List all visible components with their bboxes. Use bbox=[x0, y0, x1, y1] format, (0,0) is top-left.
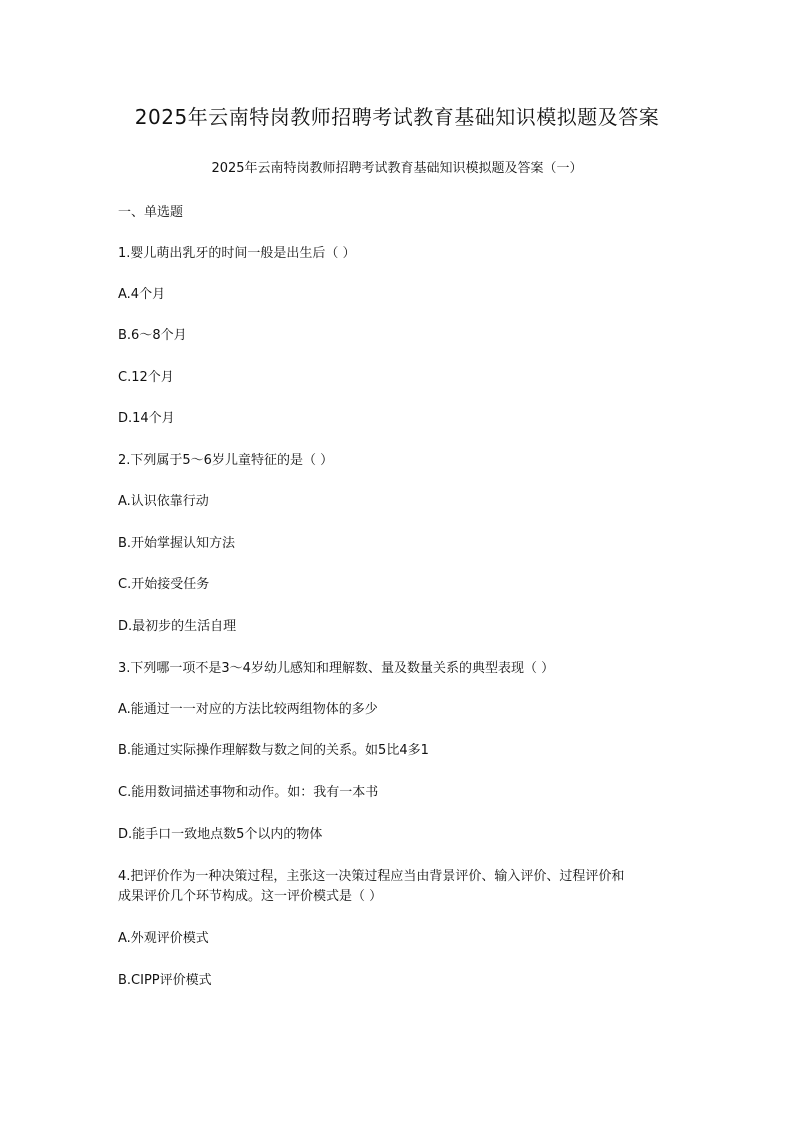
question-2-stem: 2.下列属于5～6岁儿童特征的是（ ） bbox=[118, 453, 334, 468]
question-4-option-a: A.外观评价模式 bbox=[118, 931, 209, 946]
question-2-option-d: D.最初步的生活自理 bbox=[118, 619, 237, 634]
document-title: 2025年云南特岗教师招聘考试教育基础知识模拟题及答案 bbox=[134, 105, 660, 129]
question-3-option-d: D.能手口一致地点数5个以内的物体 bbox=[118, 827, 323, 842]
question-1-option-c: C.12个月 bbox=[118, 370, 174, 385]
question-1-stem: 1.婴儿萌出乳牙的时间一般是出生后（ ） bbox=[118, 246, 356, 261]
question-3-option-a: A.能通过一一对应的方法比较两组物体的多少 bbox=[118, 702, 378, 717]
question-2-option-c: C.开始接受任务 bbox=[118, 577, 210, 592]
question-2-option-b: B.开始掌握认知方法 bbox=[118, 536, 236, 551]
question-4-stem-line-1: 4.把评价作为一种决策过程，主张这一决策过程应当由背景评价、输入评价、过程评价和 bbox=[118, 869, 625, 884]
question-1-option-d: D.14个月 bbox=[118, 411, 175, 426]
section-heading: 一、单选题 bbox=[118, 205, 184, 220]
question-4-option-b: B.CIPP评价模式 bbox=[118, 973, 212, 988]
question-3-option-b: B.能通过实际操作理解数与数之间的关系。如5比4多1 bbox=[118, 743, 429, 758]
question-2-option-a: A.认识依靠行动 bbox=[118, 494, 209, 509]
question-3-option-c: C.能用数词描述事物和动作。如：我有一本书 bbox=[118, 785, 379, 800]
question-4-stem-line-2: 成果评价几个环节构成。这一评价模式是（ ） bbox=[118, 889, 383, 904]
document-subtitle: 2025年云南特岗教师招聘考试教育基础知识模拟题及答案（一） bbox=[211, 161, 583, 176]
question-1-option-a: A.4个月 bbox=[118, 287, 166, 302]
question-3-stem: 3.下列哪一项不是3～4岁幼儿感知和理解数、量及数量关系的典型表现（ ） bbox=[118, 661, 555, 676]
question-1-option-b: B.6～8个月 bbox=[118, 328, 187, 343]
